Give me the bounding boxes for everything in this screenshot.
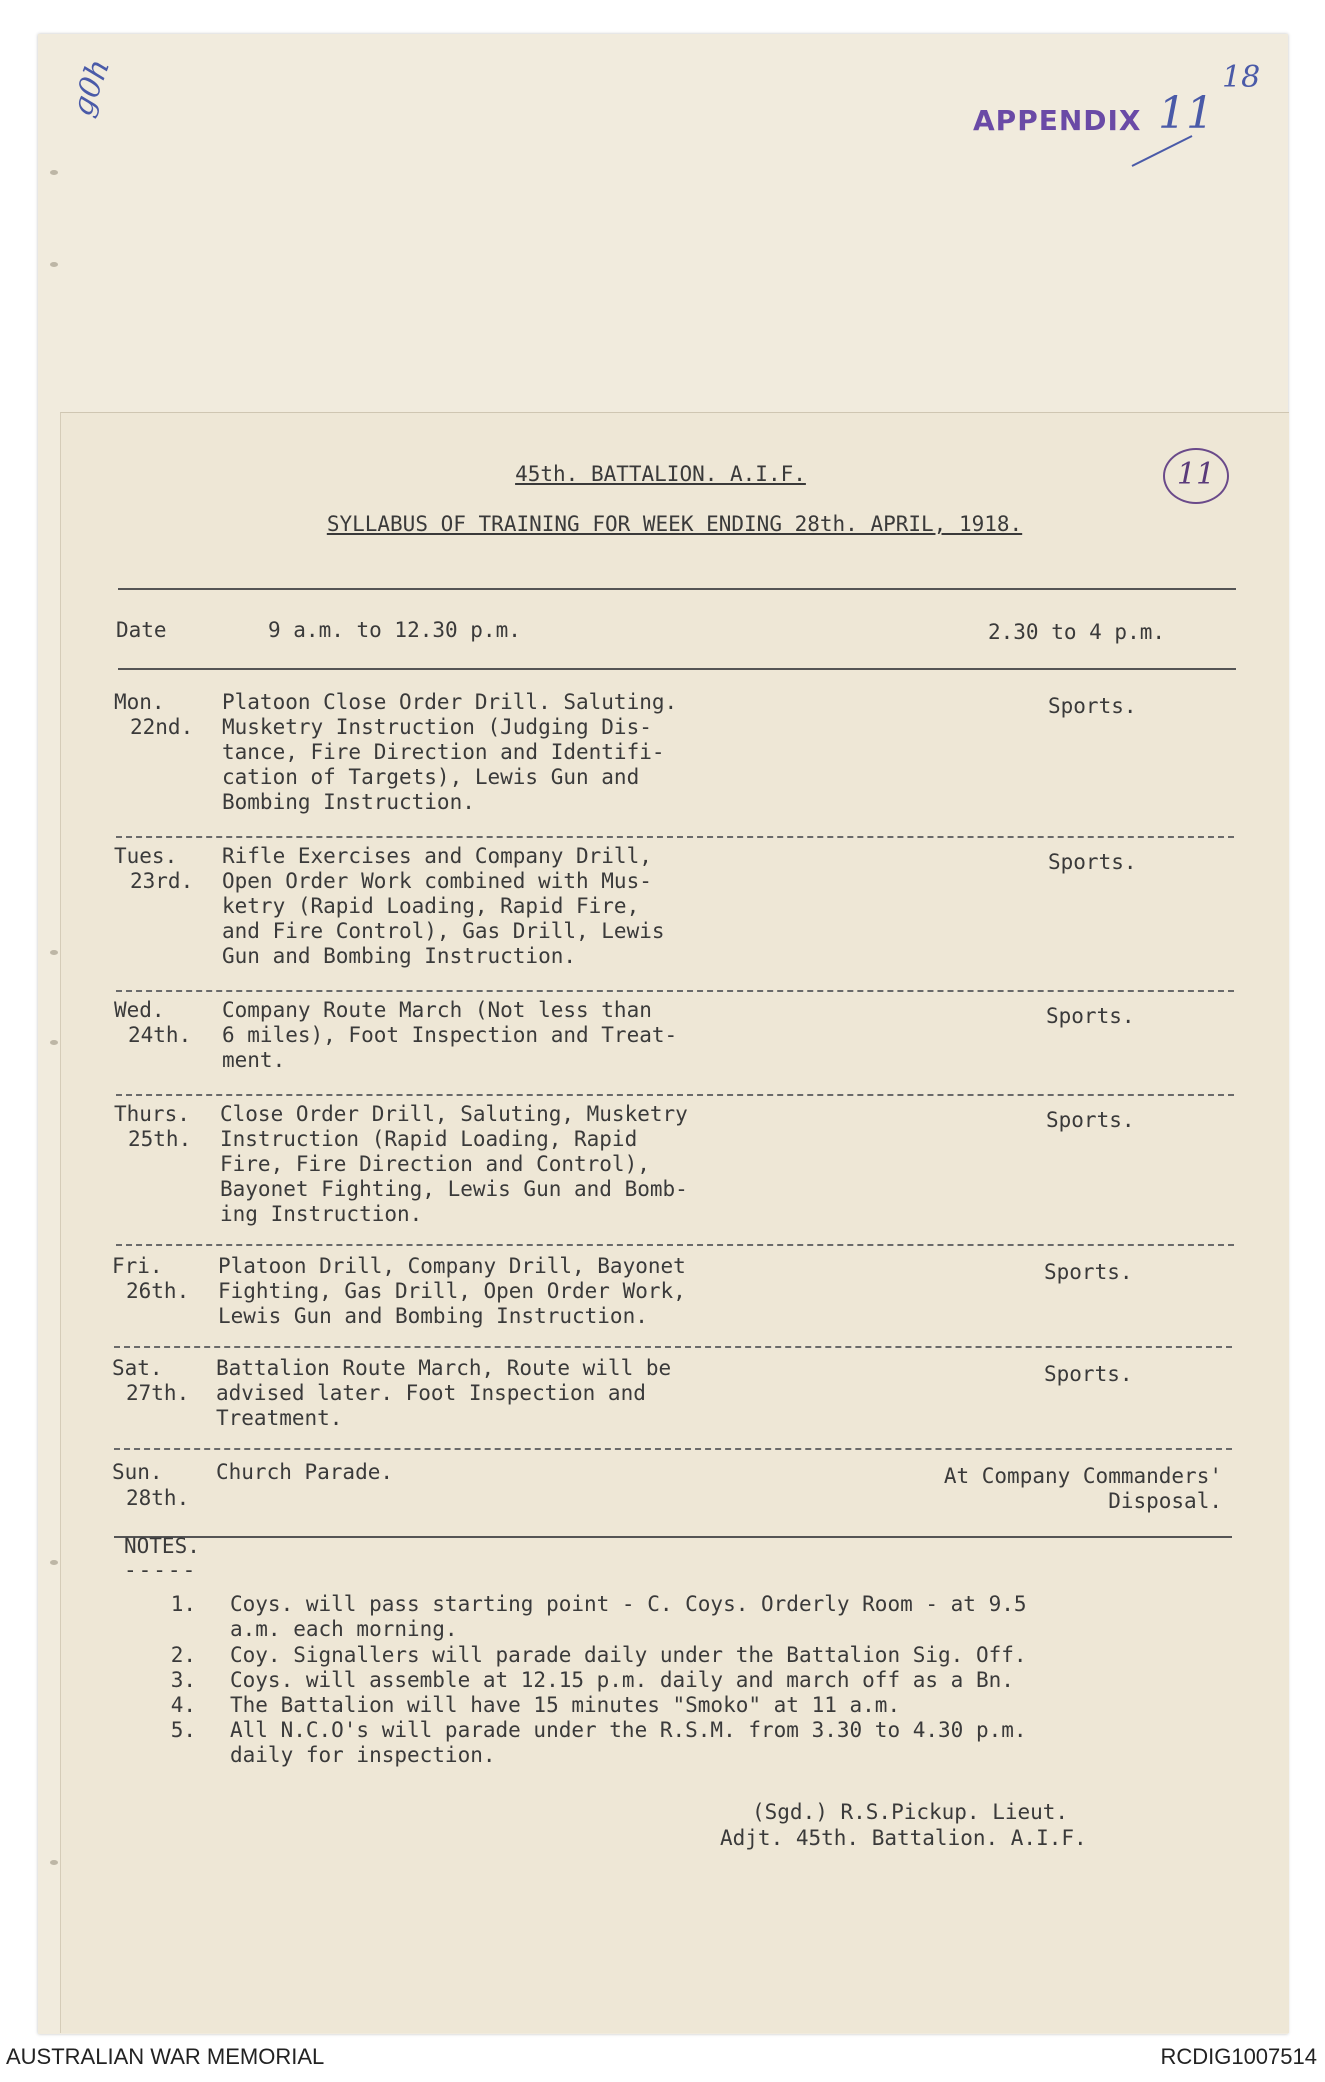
- row-date: 23rd.: [130, 869, 194, 893]
- row-morning: Platoon Close Order Drill. Saluting. Musketry Instruction (Judging Dis- tance, Fire Direction and Identifi- cation of Targets), Lewis Gun and Bombing Instruction.: [222, 690, 678, 814]
- row-afternoon: Sports.: [1046, 1004, 1135, 1028]
- row-day: Tues.: [114, 844, 178, 868]
- row-afternoon: Sports.: [1048, 850, 1137, 874]
- row-morning: Battalion Route March, Route will be advised later. Foot Inspection and Treatment.: [216, 1356, 672, 1430]
- circled-page-number: 11: [1163, 448, 1229, 504]
- row-day: Sat.: [112, 1356, 163, 1380]
- row-morning: Church Parade.: [216, 1460, 394, 1484]
- row-divider: [114, 1346, 1232, 1348]
- note-number: 1.: [170, 1592, 196, 1616]
- row-afternoon: Sports.: [1044, 1362, 1133, 1386]
- row-divider: [114, 1448, 1232, 1450]
- appendix-fraction: 18: [1222, 60, 1261, 95]
- footer-record-id: RCDIG1007514: [1160, 2044, 1317, 2069]
- row-morning: Company Route March (Not less than 6 miles), Foot Inspection and Treat- ment.: [222, 998, 678, 1072]
- header-top-rule: [118, 588, 1236, 590]
- note-number: 5.: [170, 1718, 196, 1742]
- row-afternoon: At Company Commanders' Disposal.: [943, 1464, 1222, 1513]
- row-day: Sun.: [112, 1460, 163, 1484]
- punch-hole: [50, 1860, 58, 1865]
- notes-heading: NOTES.: [124, 1534, 200, 1558]
- header-bottom-rule: [118, 668, 1236, 670]
- note-text: All N.C.O's will parade under the R.S.M. from 3.30 to 4.30 p.m. daily for inspection.: [230, 1718, 1027, 1767]
- row-date: 22nd.: [130, 715, 194, 739]
- note-text: Coys. will pass starting point - C. Coys. Orderly Room - at 9.5 a.m. each morning.: [230, 1592, 1027, 1641]
- row-day: Thurs.: [114, 1102, 190, 1126]
- note-text: Coys. will assemble at 12.15 p.m. daily and march off as a Bn.: [230, 1668, 1014, 1692]
- appendix-stamp: APPENDIX: [973, 104, 1142, 137]
- punch-hole: [50, 1560, 58, 1565]
- column-header-date: Date: [116, 618, 167, 642]
- row-divider: [116, 1244, 1234, 1246]
- signature-line-2: Adjt. 45th. Battalion. A.I.F.: [720, 1826, 1087, 1850]
- punch-hole: [50, 262, 58, 267]
- handwritten-note: g0h: [64, 54, 118, 121]
- row-date: 26th.: [126, 1279, 190, 1303]
- note-number: 4.: [170, 1693, 196, 1717]
- row-divider: [116, 836, 1234, 838]
- row-afternoon: Sports.: [1044, 1260, 1133, 1284]
- footer-archive-name: AUSTRALIAN WAR MEMORIAL: [6, 2044, 325, 2069]
- row-morning: Platoon Drill, Company Drill, Bayonet Fighting, Gas Drill, Open Order Work, Lewis Gun and Bombing Instruction.: [218, 1254, 686, 1328]
- row-afternoon: Sports.: [1046, 1108, 1135, 1132]
- handwritten-stroke: [1128, 130, 1198, 170]
- appendix-number: 11: [1158, 88, 1214, 139]
- row-divider: [116, 1094, 1234, 1096]
- table-bottom-rule: [114, 1536, 1232, 1538]
- document-subtitle: SYLLABUS OF TRAINING FOR WEEK ENDING 28th. APRIL, 1918.: [326, 512, 1023, 536]
- row-date: 24th.: [128, 1023, 192, 1047]
- row-day: Mon.: [114, 690, 165, 714]
- row-day: Fri.: [112, 1254, 163, 1278]
- note-text: The Battalion will have 15 minutes "Smoko" at 11 a.m.: [230, 1693, 901, 1717]
- signature-line-1: (Sgd.) R.S.Pickup. Lieut.: [752, 1800, 1069, 1824]
- document-title: 45th. BATTALION. A.I.F.: [515, 462, 806, 486]
- row-day: Wed.: [114, 998, 165, 1022]
- notes-underline: -----: [124, 1558, 198, 1582]
- row-date: 27th.: [126, 1381, 190, 1405]
- row-morning: Rifle Exercises and Company Drill, Open Order Work combined with Mus- ketry (Rapid Loading, Rapid Fire, and Fire Control), Gas Drill, Lewis Gun and Bombing Instruction.: [222, 844, 665, 968]
- punch-hole: [50, 950, 58, 955]
- note-number: 2.: [170, 1643, 196, 1667]
- column-header-afternoon: 2.30 to 4 p.m.: [988, 620, 1166, 644]
- row-afternoon: Sports.: [1048, 694, 1137, 718]
- row-date: 28th.: [126, 1486, 190, 1510]
- row-morning: Close Order Drill, Saluting, Musketry Instruction (Rapid Loading, Rapid Fire, Fire Direction and Control), Bayonet Fighting, Lewis Gun and Bomb- ing Instruction.: [220, 1102, 688, 1226]
- note-number: 3.: [170, 1668, 196, 1692]
- row-date: 25th.: [128, 1127, 192, 1151]
- punch-hole: [50, 170, 58, 175]
- note-text: Coy. Signallers will parade daily under the Battalion Sig. Off.: [230, 1643, 1027, 1667]
- column-header-morning: 9 a.m. to 12.30 p.m.: [268, 618, 521, 642]
- punch-hole: [50, 1040, 58, 1045]
- row-divider: [116, 990, 1234, 992]
